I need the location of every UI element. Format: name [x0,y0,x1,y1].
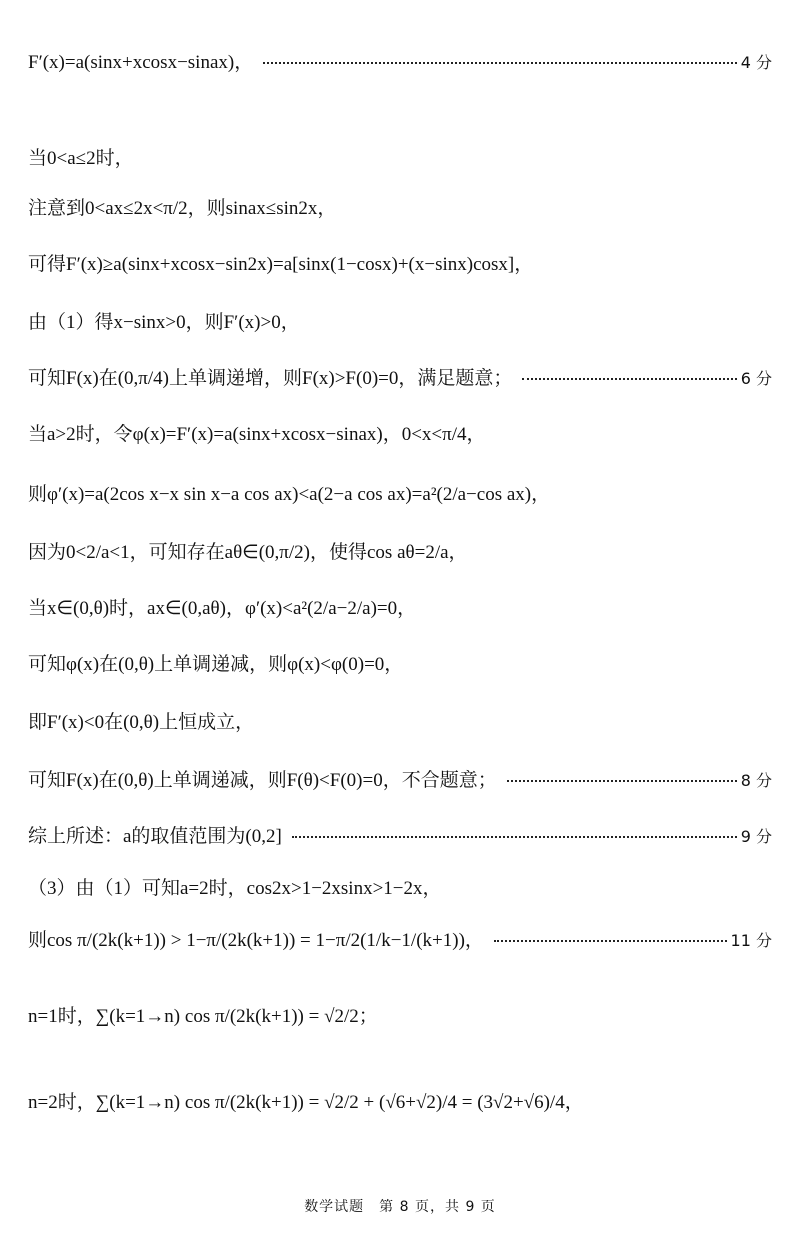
solution-line-5 [28,312,772,334]
line-text: 因为0<2/a<1，可知存在aθ∈(0,π/2)，使得cos aθ=2/a， [28,542,468,563]
line-text: 由（1）得x−sinx>0，则F′(x)>0， [28,312,300,333]
line-text: 即F′(x)<0在(0,θ)上恒成立， [28,712,255,733]
solution-line-10 [28,598,772,620]
solution-line-2 [28,148,772,170]
score-mark: 11 分 [730,931,772,950]
score-mark: 4 分 [740,53,772,72]
solution-line-13 [28,770,772,792]
solution-line-17 [28,1006,772,1028]
line-text: 可知F(x)在(0,θ)上单调递减，则F(θ)<F(0)=0，不合题意； [28,770,497,791]
solution-line-11 [28,654,772,676]
score-leader-dots [494,940,727,942]
line-text: 当x∈(0,θ)时，ax∈(0,aθ)，φ′(x)<a²(2/a−2/a)=0， [28,598,417,619]
score-leader-dots [522,378,736,380]
line-text: 可知φ(x)在(0,θ)上单调递减，则φ(x)<φ(0)=0， [28,654,404,675]
line-text: 可知F(x)在(0,π/4)上单调递增，则F(x)>F(0)=0，满足题意； [28,368,513,389]
line-text: 则cos π/(2k(k+1)) > 1−π/(2k(k+1)) = 1−π/2(1/k−1/(k+1))， [28,930,484,951]
solution-line-14 [28,826,772,848]
score-leader-dots [263,62,737,64]
score-mark: 6 分 [740,369,772,388]
line-text: 当0<a≤2时， [28,148,134,169]
line-text: F′(x)=a(sinx+xcosx−sinax)， [28,52,254,73]
solution-line-3 [28,198,772,220]
solution-line-6 [28,368,772,390]
line-text: 可得F′(x)≥a(sinx+xcosx−sin2x)=a[sinx(1−cosx)+(x−sinx)cosx]， [28,254,534,275]
solution-line-9 [28,542,772,564]
solution-line-1 [28,52,772,74]
solution-line-4 [28,254,772,276]
score-mark: 8 分 [740,771,772,790]
solution-line-12 [28,712,772,734]
solution-line-7 [28,424,772,446]
score-mark: 9 分 [740,827,772,846]
solution-line-16 [28,930,772,952]
line-text: 综上所述：a的取值范围为(0,2] [28,826,282,847]
solution-line-8 [28,484,772,506]
line-text: （3）由（1）可知a=2时，cos2x>1−2xsinx>1−2x， [28,878,442,899]
solution-line-18 [28,1092,772,1114]
line-text: 注意到0<ax≤2x<π/2，则sinax≤sin2x， [28,198,337,219]
score-leader-dots [507,780,737,782]
line-text: n=1时，∑(k=1→n) cos π/(2k(k+1)) = √2/2； [28,1006,378,1027]
line-text: n=2时，∑(k=1→n) cos π/(2k(k+1)) = √2/2 + (√6+√2)/4 = (3√2+√6)/4， [28,1092,584,1113]
solution-line-15 [28,878,772,900]
line-text: 则φ′(x)=a(2cos x−x sin x−a cos ax)<a(2−a cos ax)=a²(2/a−cos ax)， [28,484,551,505]
score-leader-dots [292,836,737,838]
page-footer: 数学试题 第 8 页，共 9 页 [304,1199,496,1215]
line-text: 当a>2时，令φ(x)=F′(x)=a(sinx+xcosx−sinax)，0<x<π/4， [28,424,486,445]
